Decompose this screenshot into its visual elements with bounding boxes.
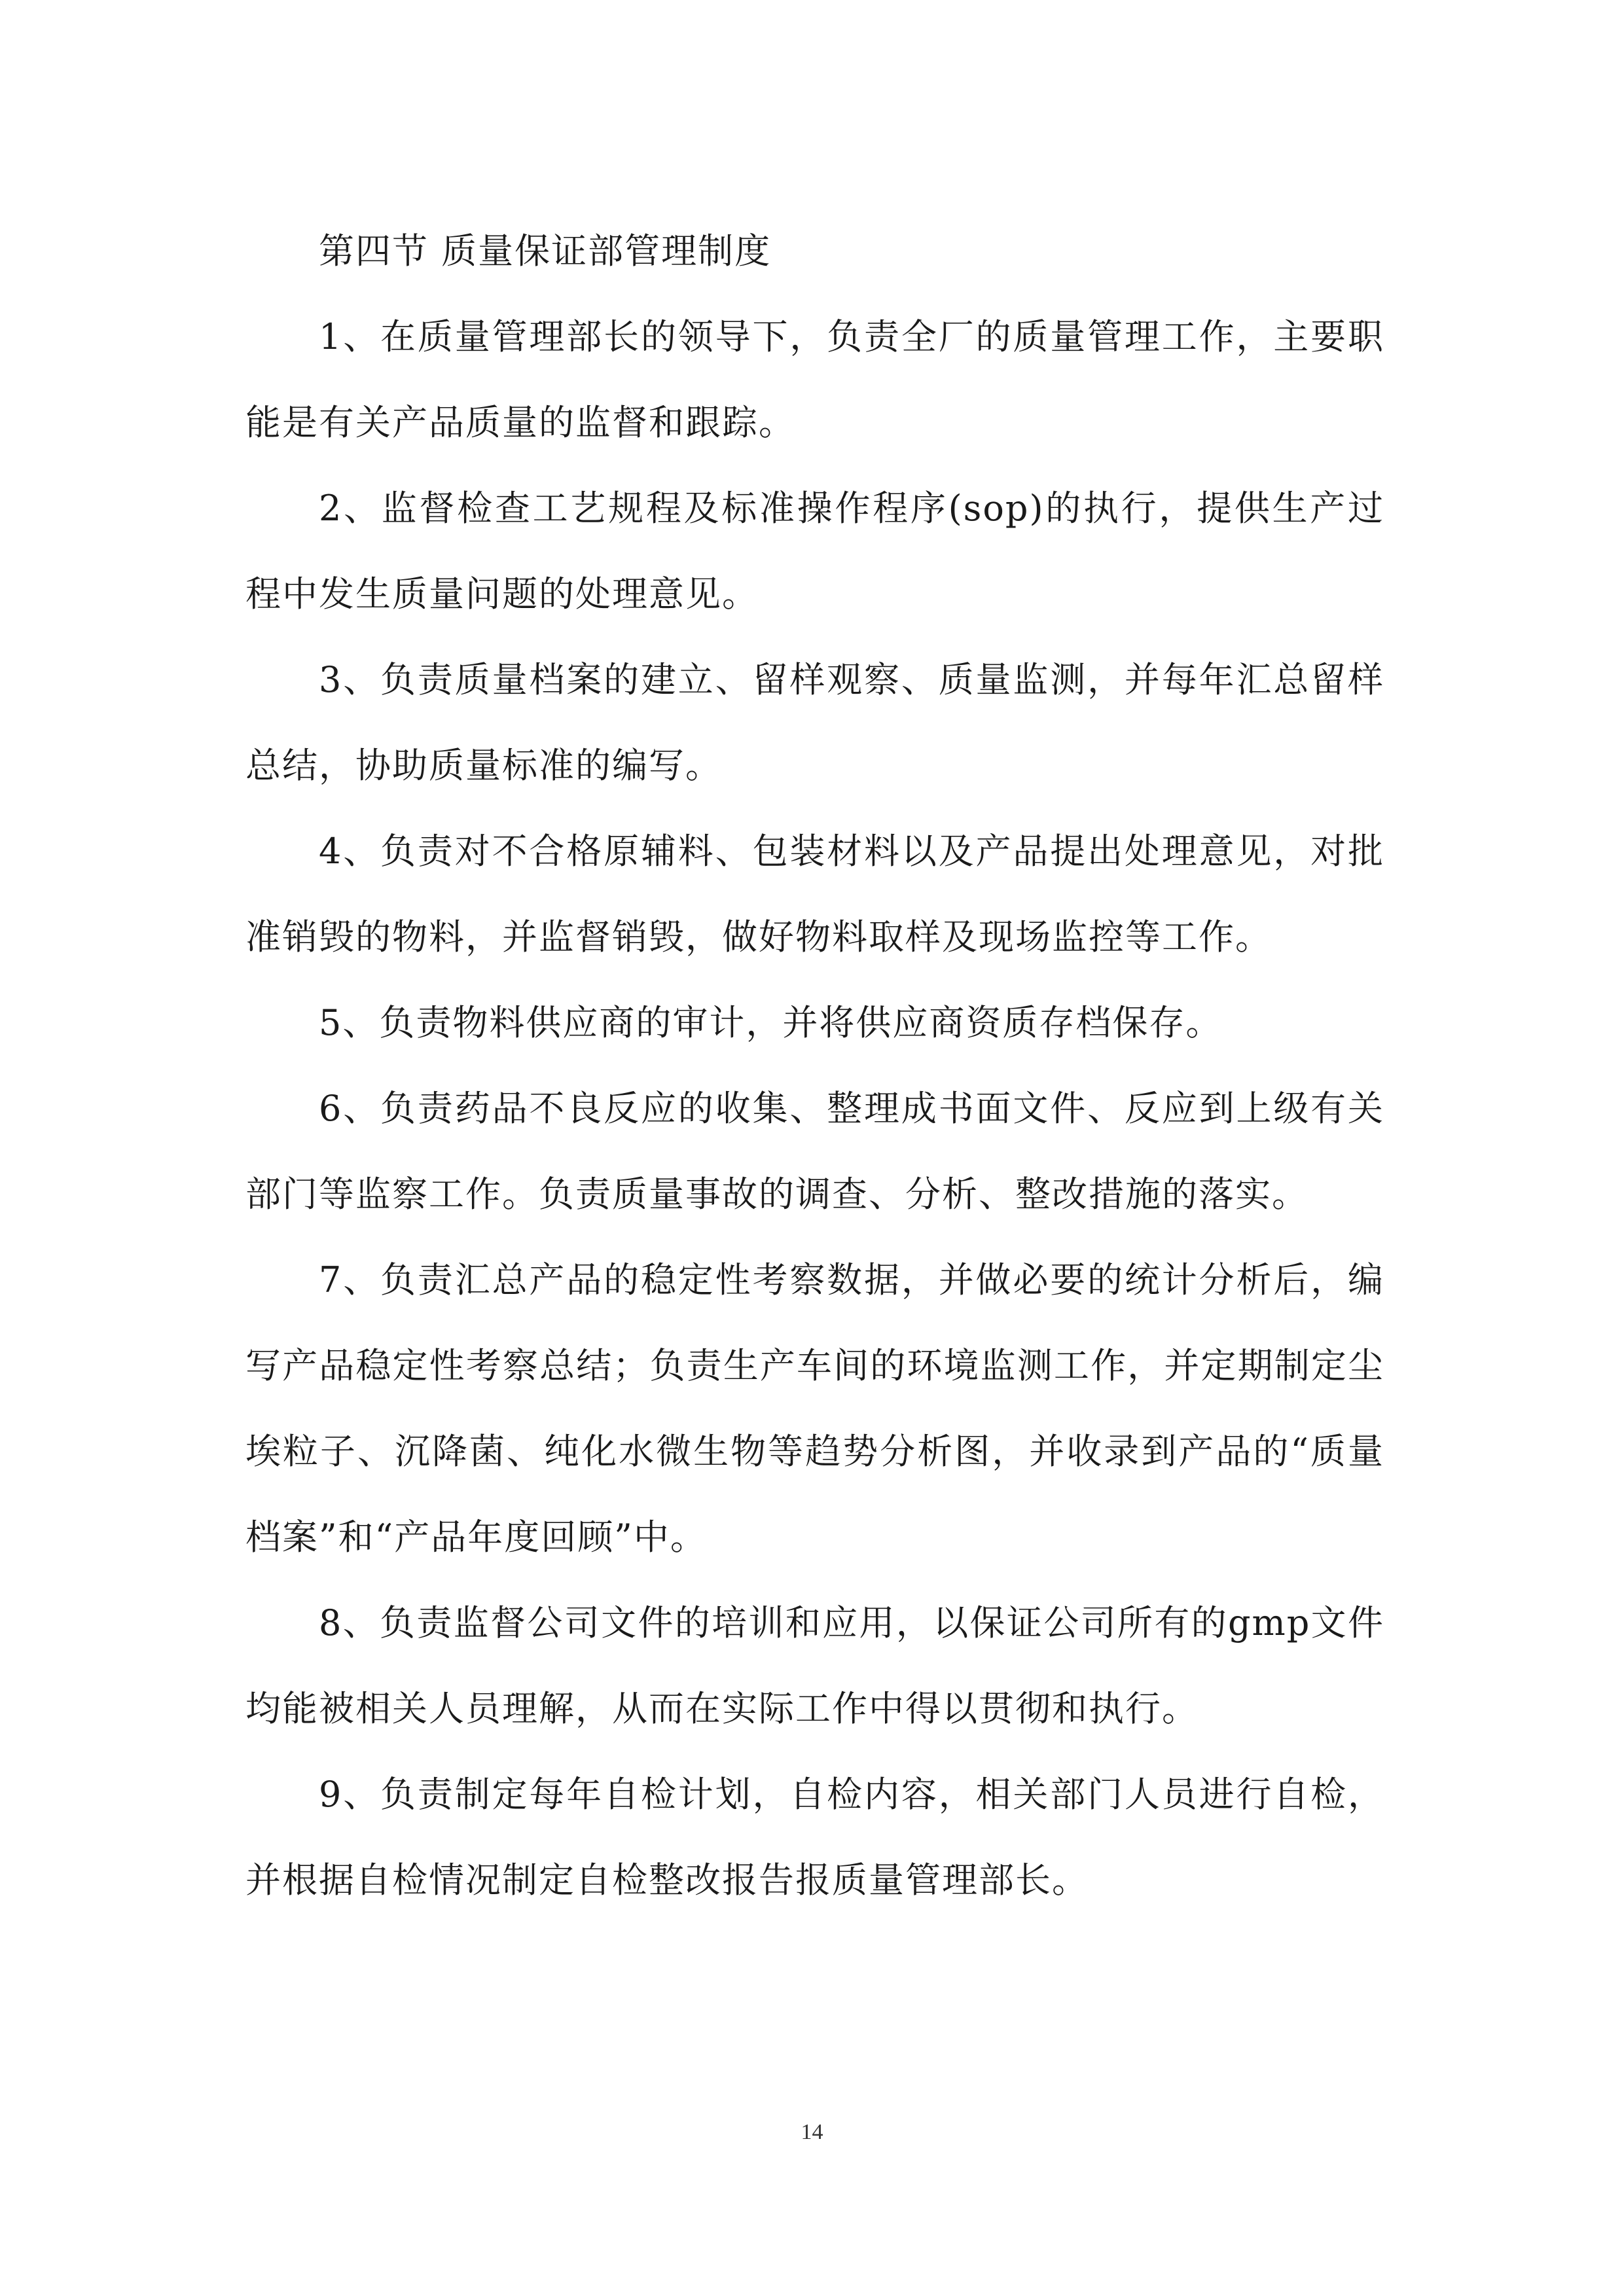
paragraph-6: 6、负责药品不良反应的收集、整理成书面文件、反应到上级有关部门等监察工作。负责质量事故的调查、分析、整改措施的落实。 [245,1088,1384,1215]
paragraph-3: 3、负责质量档案的建立、留样观察、质量监测，并每年汇总留样总结，协助质量标准的编写。 [245,659,1384,786]
paragraph-7: 7、负责汇总产品的稳定性考察数据，并做必要的统计分析后，编写产品稳定性考察总结；负责生产车间的环境监测工作，并定期制定尘埃粒子、沉降菌、纯化水微生物等趋势分析图，并收录到产品的“质量档案”和“产品年度回顾”中。 [245,1259,1384,1558]
paragraph-8: 8、负责监督公司文件的培训和应用，以保证公司所有的gmp文件均能被相关人员理解，从而在实际工作中得以贯彻和执行。 [245,1602,1384,1729]
page-number: 14 [801,2120,823,2144]
section-title: 第四节 质量保证部管理制度 [319,230,772,272]
paragraph-2: 2、监督检查工艺规程及标准操作程序(sop)的执行，提供生产过程中发生质量问题的处理意见。 [245,488,1384,615]
paragraph-5: 5、负责物料供应商的审计，并将供应商资质存档保存。 [319,1002,1223,1043]
paragraph-9: 9、负责制定每年自检计划，自检内容，相关部门人员进行自检，并根据自检情况制定自检整改报告报质量管理部长。 [245,1774,1384,1901]
document-body [245,208,1384,1923]
paragraph-4: 4、负责对不合格原辅料、包装材料以及产品提出处理意见，对批准销毁的物料，并监督销毁，做好物料取样及现场监控等工作。 [245,831,1384,958]
paragraph-1: 1、在质量管理部长的领导下，负责全厂的质量管理工作，主要职能是有关产品质量的监督和跟踪。 [245,316,1384,443]
